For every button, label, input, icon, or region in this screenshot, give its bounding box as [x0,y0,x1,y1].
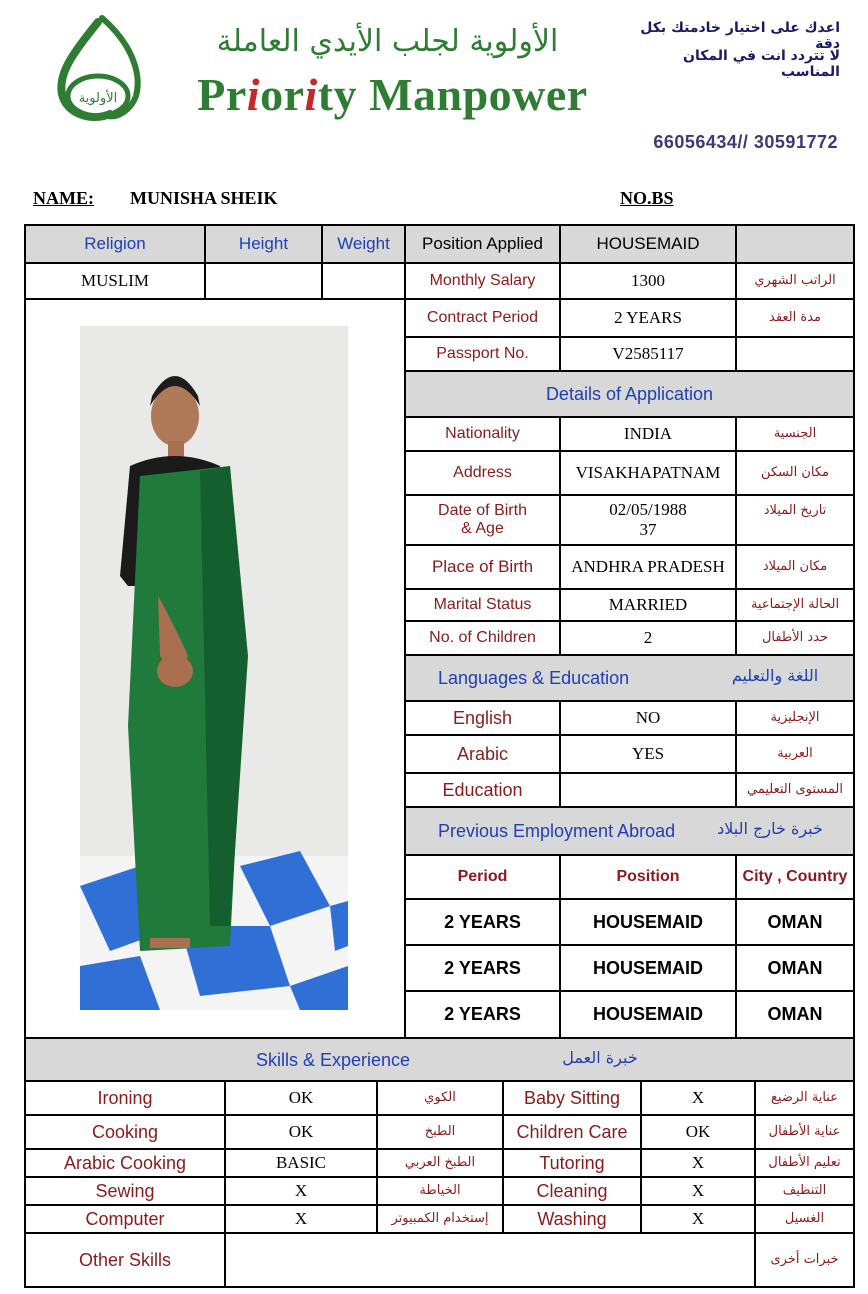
skill-left-arabic: إستخدام الكمبيوتر [376,1204,504,1234]
skill-left-value: X [224,1204,378,1234]
weight-value [321,262,406,300]
slogan-line-1: اعدك على اختيار خادمتك بكل دقة [640,20,840,52]
employment-position-header: Position [559,854,737,900]
company-name-arabic: الأولوية لجلب الأيدي العاملة [216,24,559,59]
education-arabic: المستوى التعليمي [735,772,855,808]
skills-title: Skills & Experience [256,1050,411,1070]
nationality-arabic: الجنسية [735,416,855,452]
contract-period-label: Contract Period [404,298,561,338]
employment-row-3-period: 2 YEARS [404,990,561,1039]
passport-value: V2585117 [559,336,737,372]
skill-left-arabic: الكوي [376,1080,504,1116]
marital-status-label: Marital Status [404,588,561,622]
passport-arabic-empty [735,336,855,372]
skill-left-arabic: الطبخ العربي [376,1148,504,1178]
skill-right-label: Baby Sitting [502,1080,642,1116]
skill-left-label: Arabic Cooking [24,1148,226,1178]
employment-period-header: Period [404,854,561,900]
marital-status-value: MARRIED [559,588,737,622]
company-name-english: Priority Manpower [197,69,588,120]
phone-numbers: 66056434// 30591772 [653,132,838,152]
skill-right-arabic: عناية الرضيع [754,1080,855,1116]
contract-period-value: 2 YEARS [559,298,737,338]
other-skills-label: Other Skills [24,1232,226,1288]
arabic-label: Arabic [404,734,561,774]
english-value: NO [559,700,737,736]
monthly-salary-arabic: الراتب الشهري [735,262,855,300]
logo-text: الأولوية [78,91,118,106]
children-label: No. of Children [404,620,561,656]
position-applied-value: HOUSEMAID [559,224,737,264]
place-of-birth-value: ANDHRA PRADESH [559,544,737,590]
marital-status-arabic: الحالة الإجتماعية [735,588,855,622]
employment-row-3-location: OMAN [735,990,855,1039]
weight-header: Weight [321,224,406,264]
passport-label: Passport No. [404,336,561,372]
skills-title-arabic: خبرة العمل [562,1048,638,1067]
height-value [204,262,323,300]
position-applied-label: Position Applied [404,224,561,264]
skill-left-label: Cooking [24,1114,226,1150]
employment-location-header: City , Country [735,854,855,900]
name-label: NAME: [33,188,94,208]
address-arabic: مكان السكن [735,450,855,496]
skill-left-value: OK [224,1114,378,1150]
address-value: VISAKHAPATNAM [559,450,737,496]
dob-label: Date of Birth & Age [404,494,561,546]
religion-header: Religion [24,224,206,264]
nationality-value: INDIA [559,416,737,452]
place-of-birth-arabic: مكان الميلاد [735,544,855,590]
skill-left-value: BASIC [224,1148,378,1178]
date-of-birth: 02/05/1988 [609,500,687,520]
religion-value: MUSLIM [24,262,206,300]
employment-row-3-position: HOUSEMAID [559,990,737,1039]
skill-left-label: Sewing [24,1176,226,1206]
candidate-photo [80,326,348,1010]
skill-right-value: X [640,1176,756,1206]
arabic-arabic: العربية [735,734,855,774]
other-skills-value [224,1232,756,1288]
skill-left-label: Computer [24,1204,226,1234]
height-header: Height [204,224,323,264]
dob-arabic: تاريخ الميلاد [735,494,855,546]
skill-right-value: X [640,1148,756,1178]
skill-right-value: X [640,1204,756,1234]
skill-right-arabic: تعليم الأطفال [754,1148,855,1178]
skill-left-arabic: الخياطة [376,1176,504,1206]
skill-right-arabic: التنظيف [754,1176,855,1206]
nationality-label: Nationality [404,416,561,452]
dob-value [559,494,737,546]
monthly-salary-value: 1300 [559,262,737,300]
employment-row-2-period: 2 YEARS [404,944,561,992]
employment-row-1-location: OMAN [735,898,855,946]
skill-right-arabic: عناية الأطفال [754,1114,855,1150]
monthly-salary-label: Monthly Salary [404,262,561,300]
employment-title: Previous Employment Abroad [438,821,676,841]
employment-title-arabic: خبرة خارج البلاد [717,819,823,838]
skill-right-label: Cleaning [502,1176,642,1206]
english-label: English [404,700,561,736]
company-logo [52,14,144,126]
details-section-title: Details of Application [404,370,855,418]
skill-left-arabic: الطبخ [376,1114,504,1150]
skill-right-value: X [640,1080,756,1116]
skill-right-label: Washing [502,1204,642,1234]
arabic-value: YES [559,734,737,774]
employment-row-1-period: 2 YEARS [404,898,561,946]
skill-left-value: X [224,1176,378,1206]
english-arabic: الإنجليزية [735,700,855,736]
skill-left-label: Ironing [24,1080,226,1116]
other-skills-arabic: خبرات أخرى [754,1232,855,1288]
employment-row-1-position: HOUSEMAID [559,898,737,946]
skills-section [24,1037,855,1082]
children-arabic: حدد الأطفال [735,620,855,656]
address-label: Address [404,450,561,496]
reference-number-label: NO.BS [620,188,674,208]
slogan-line-2: لا تتردد انت في المكان المناسب [683,48,840,80]
age: 37 [639,520,657,539]
skill-right-label: Tutoring [502,1148,642,1178]
languages-title-arabic: اللغة والتعليم [731,666,819,685]
place-of-birth-label: Place of Birth [404,544,561,590]
skill-right-arabic: الغسيل [754,1204,855,1234]
position-arabic-empty [735,224,855,264]
education-label: Education [404,772,561,808]
employment-row-2-position: HOUSEMAID [559,944,737,992]
children-value: 2 [559,620,737,656]
skill-right-label: Children Care [502,1114,642,1150]
name-value: MUNISHA SHEIK [130,188,278,208]
education-value [559,772,737,808]
languages-title: Languages & Education [438,668,630,688]
skill-right-value: OK [640,1114,756,1150]
contract-period-arabic: مدة العقد [735,298,855,338]
skill-left-value: OK [224,1080,378,1116]
employment-row-2-location: OMAN [735,944,855,992]
